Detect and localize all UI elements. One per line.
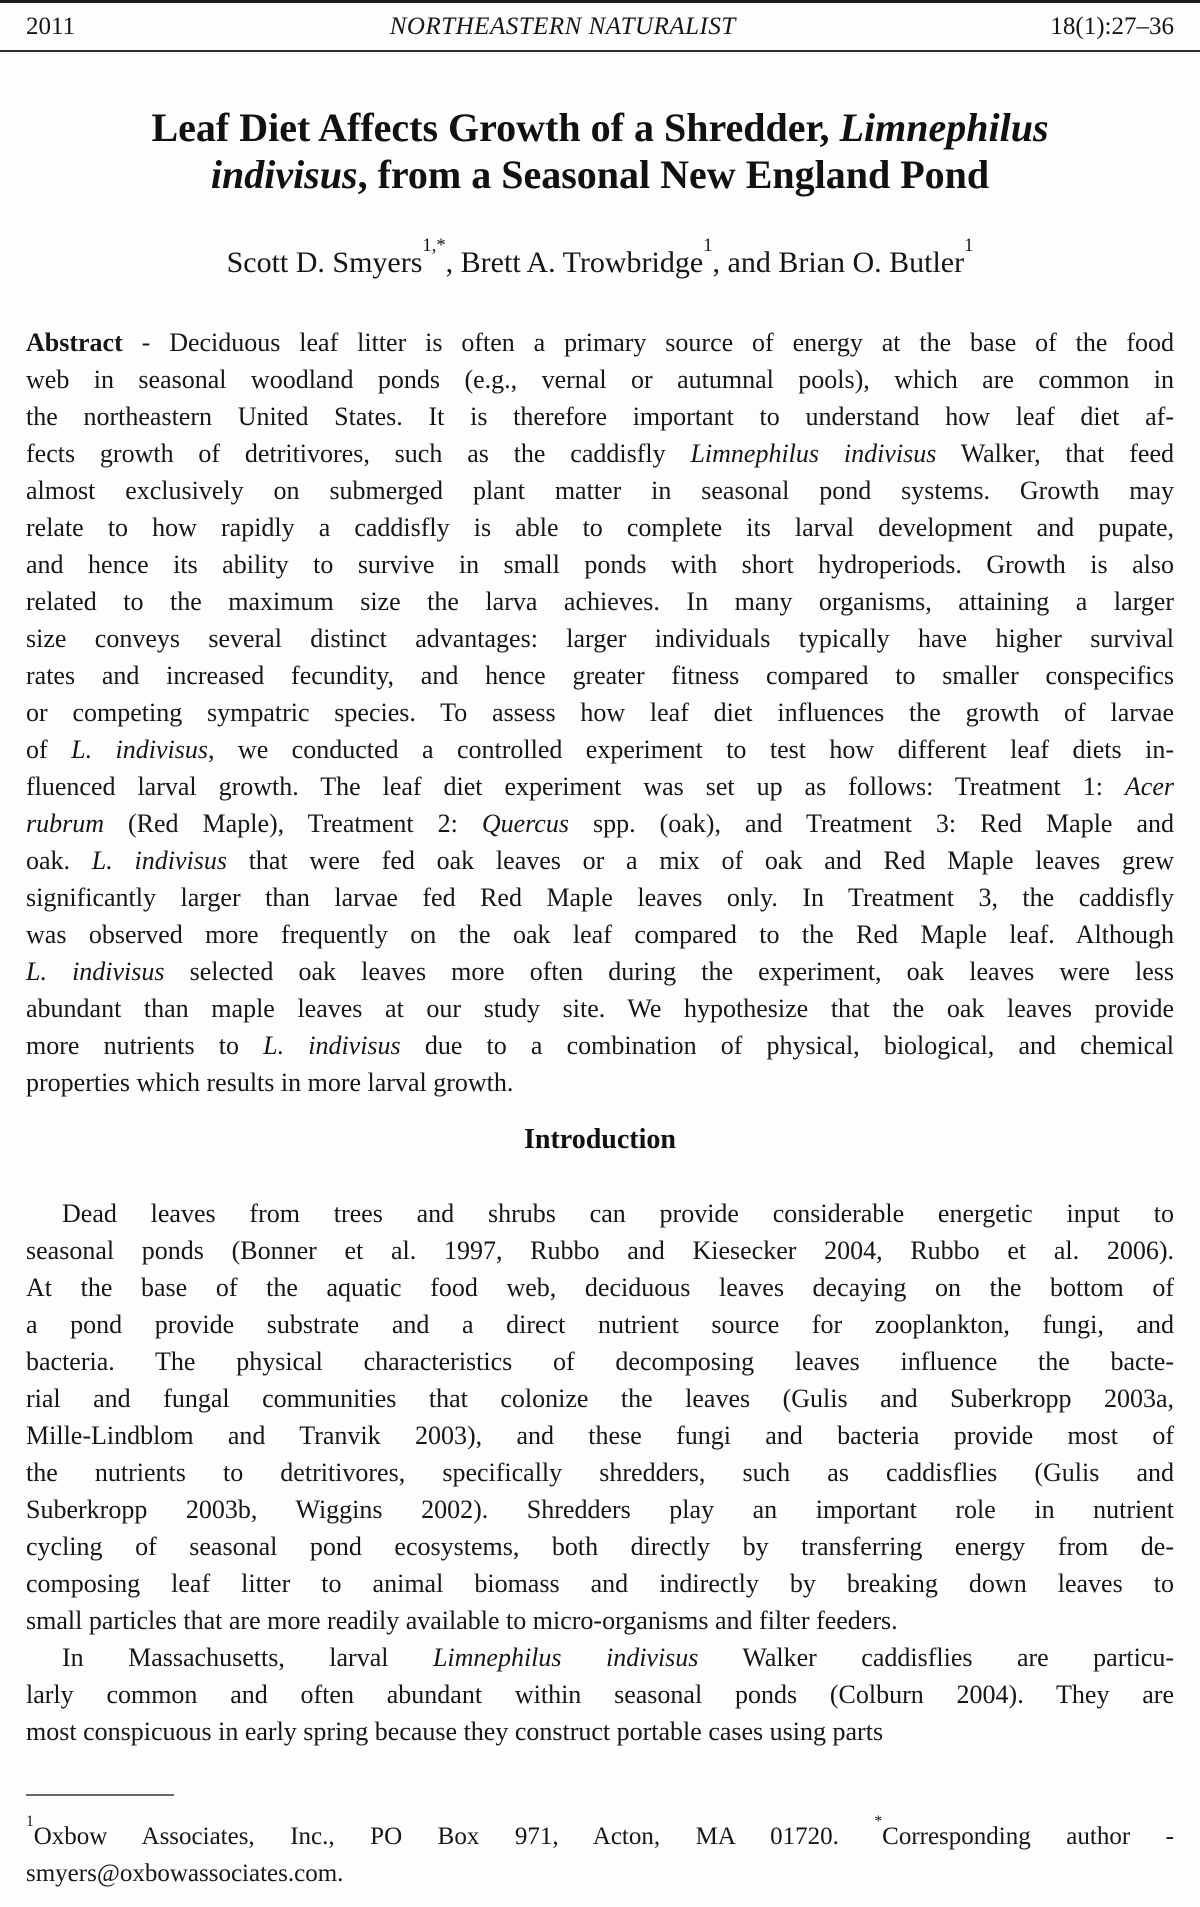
- text-line: Mille-Lindblom and Tranvik 2003), and these fungi and bacteria provide most of: [26, 1421, 1174, 1450]
- footnote: [26, 1813, 1174, 1892]
- text-line: the nutrients to detritivores, specifically shredders, such as caddisflies (Gulis and: [26, 1458, 1174, 1487]
- text-line: almost exclusively on submerged plant matter in seasonal pond systems. Growth may: [26, 476, 1174, 505]
- text-line: larly common and often abundant within seasonal ponds (Colburn 2004). They are: [26, 1680, 1174, 1709]
- text-line: rates and increased fecundity, and hence greater fitness compared to smaller conspecifics: [26, 661, 1174, 690]
- text-line: web in seasonal woodland ponds (e.g., vernal or autumnal pools), which are common in: [26, 365, 1174, 394]
- text-line: or competing sympatric species. To assess how leaf diet influences the growth of larvae: [26, 698, 1174, 727]
- text-line: L. indivisus selected oak leaves more often during the experiment, oak leaves were less: [26, 957, 1174, 986]
- text-line: of L. indivisus, we conducted a controlled experiment to test how different leaf diets in-: [26, 735, 1174, 764]
- text-line: more nutrients to L. indivisus due to a combination of physical, biological, and chemical: [26, 1031, 1174, 1060]
- section-heading-introduction: Introduction: [524, 1124, 676, 1155]
- masthead-journal-name: NORTHEASTERN NATURALIST: [389, 13, 736, 40]
- article-title-line-1: Leaf Diet Affects Growth of a Shredder, Limnephilus: [151, 105, 1049, 150]
- text-line: bacteria. The physical characteristics of decomposing leaves influence the bacte-: [26, 1347, 1174, 1376]
- text-line: was observed more frequently on the oak leaf compared to the Red Maple leaf. Although: [26, 920, 1174, 949]
- text-line: oak. L. indivisus that were fed oak leaves or a mix of oak and Red Maple leaves grew: [26, 846, 1174, 875]
- author-byline: Scott D. Smyers$^{1,*}$, Brett A. Trowbridge$^1$, and Brian O. Butler$^1$: [226, 234, 974, 279]
- text-line: In Massachusetts, larval Limnephilus indivisus Walker caddisflies are particu-: [62, 1643, 1174, 1672]
- journal-masthead: [0, 0, 1200, 52]
- intro-paragraph-2: [26, 1639, 1174, 1750]
- text-line: most conspicuous in early spring because they construct portable cases using parts: [26, 1717, 884, 1746]
- text-line: At the base of the aquatic food web, deciduous leaves decaying on the bottom of: [26, 1273, 1174, 1302]
- text-line: abundant than maple leaves at our study site. We hypothesize that the oak leaves provide: [26, 994, 1174, 1023]
- text-line: and hence its ability to survive in small ponds with short hydroperiods. Growth is also: [26, 550, 1174, 579]
- text-line: Dead leaves from trees and shrubs can provide considerable energetic input to: [62, 1199, 1174, 1228]
- footnote-separator-rule: [26, 1794, 174, 1796]
- text-line: rial and fungal communities that colonize the leaves (Gulis and Suberkropp 2003a,: [26, 1384, 1174, 1413]
- intro-paragraph-1: [26, 1195, 1174, 1639]
- text-line: fects growth of detritivores, such as the caddisfly Limnephilus indivisus Walker, that feed: [26, 439, 1174, 468]
- text-line: a pond provide substrate and a direct nutrient source for zooplankton, fungi, and: [26, 1310, 1174, 1339]
- masthead-citation: 18(1):27–36: [1050, 13, 1174, 40]
- text-line: Abstract - Deciduous leaf litter is often a primary source of energy at the base of the food: [26, 328, 1174, 357]
- text-line: the northeastern United States. It is therefore important to understand how leaf diet af-: [26, 402, 1174, 431]
- abstract-paragraph: [26, 324, 1174, 1101]
- text-line: cycling of seasonal pond ecosystems, both directly by transferring energy from de-: [26, 1532, 1174, 1561]
- text-line: size conveys several distinct advantages: larger individuals typically have higher survival: [26, 624, 1174, 653]
- text-line: Suberkropp 2003b, Wiggins 2002). Shredders play an important role in nutrient: [26, 1495, 1174, 1524]
- text-line: $^1$Oxbow Associates, Inc., PO Box 971, Acton, MA 01720. *Corresponding author -: [26, 1813, 1174, 1850]
- text-line: seasonal ponds (Bonner et al. 1997, Rubbo and Kiesecker 2004, Rubbo et al. 2006).: [26, 1236, 1174, 1265]
- text-line: composing leaf litter to animal biomass and indirectly by breaking down leaves to: [26, 1569, 1174, 1598]
- text-line: rubrum (Red Maple), Treatment 2: Quercus spp. (oak), and Treatment 3: Red Maple and: [26, 809, 1175, 838]
- text-line: relate to how rapidly a caddisfly is able to complete its larval development and pupate,: [26, 513, 1174, 542]
- text-line: properties which results in more larval growth.: [26, 1068, 514, 1097]
- text-line: fluenced larval growth. The leaf diet experiment was set up as follows: Treatment 1: Acer: [26, 772, 1174, 801]
- masthead-year: 2011: [26, 13, 76, 40]
- text-line: small particles that are more readily available to micro-organisms and filter feeders.: [26, 1606, 898, 1635]
- article-title-line-2: indivisus, from a Seasonal New England Pond: [210, 152, 990, 197]
- page-body: [0, 104, 1200, 1892]
- text-line: significantly larger than larvae fed Red Maple leaves only. In Treatment 3, the caddisfly: [26, 883, 1174, 912]
- text-line: related to the maximum size the larva achieves. In many organisms, attaining a larger: [26, 587, 1174, 616]
- text-line: smyers@oxbowassociates.com.: [26, 1860, 344, 1887]
- article-title: [56, 104, 1144, 198]
